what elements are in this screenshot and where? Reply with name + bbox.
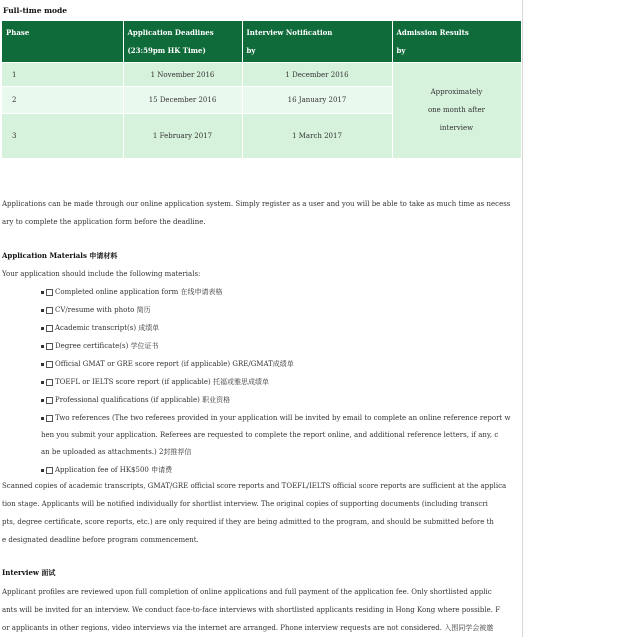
list-item: Completed online application form 在线申请表格 [41, 283, 521, 301]
list-item-fee: Application fee of HK$500 申请费 [41, 461, 521, 479]
notification-cell: 1 December 2016 [242, 63, 392, 87]
scanned-line: Scanned copies of academic transcripts, GMAT/GRE official score reports and TOEFL/IELTS official score reports are sufficient at the applica [2, 482, 507, 490]
list-item: CV/resume with photo 简历 [41, 301, 521, 319]
phase-cell: 3 [2, 114, 123, 158]
list-item: Official GMAT or GRE score report (if applicable) GRE/GMAT成绩单 [41, 355, 521, 373]
admission-line: Approximately [430, 88, 483, 97]
interview-paragraph [2, 583, 520, 637]
bullet-icon [41, 381, 44, 384]
deadline-cell: 15 December 2016 [123, 87, 242, 114]
schedule-table [2, 21, 522, 158]
checkbox-icon [46, 325, 53, 332]
checkbox-icon [46, 343, 53, 350]
phase-cell: 1 [2, 63, 123, 87]
checkbox-icon [46, 379, 53, 386]
interview-heading: Interview 面试 [2, 568, 56, 577]
admission-line: one month after [427, 106, 486, 115]
header-phase: Phase [2, 21, 123, 63]
references-continuation: hen you submit your application. Referees are requested to complete the report online, and additional reference letters, if any, c [41, 431, 499, 439]
deadline-cell: 1 November 2016 [123, 63, 242, 87]
interview-line: Applicant profiles are reviewed upon full completion of online applications and full payment of the application fee. Only shortlisted applic [2, 588, 492, 596]
table-row [2, 63, 521, 87]
scanned-line: e designated deadline before program commencement. [2, 536, 199, 544]
interview-line: or applicants in other regions, video interviews via the internet are arranged. Phone interview requests are not considered. 入围同学会被邀 [2, 624, 494, 632]
list-item: Academic transcript(s) 成绩单 [41, 319, 521, 337]
bullet-icon [41, 399, 44, 402]
intro-line: Applications can be made through our online application system. Simply register as a user and you will be able to take as much time as necess [2, 200, 511, 208]
materials-heading: Application Materials 申请材料 [2, 251, 118, 260]
list-item: Professional qualifications (if applicable) 职业资格 [41, 391, 521, 409]
deadline-cell: 1 February 2017 [123, 114, 242, 158]
notification-cell: 16 January 2017 [242, 87, 392, 114]
phase-cell: 2 [2, 87, 123, 114]
bullet-icon [41, 469, 44, 472]
bullet-icon [41, 291, 44, 294]
intro-line: ary to complete the application form before the deadline. [2, 218, 206, 226]
mode-title: Full-time mode [3, 6, 68, 15]
bullet-icon [41, 363, 44, 366]
bullet-icon [41, 327, 44, 330]
checkbox-icon [46, 361, 53, 368]
admission-results-cell [392, 63, 521, 158]
header-deadline: Application Deadlines (23:59pm HK Time) [123, 21, 242, 63]
schedule-header-row [2, 21, 521, 63]
list-item-references: Two references (The two referees provided in your application will be invited by email to complete an online reference report w [41, 409, 521, 427]
list-item: TOEFL or IELTS score report (if applicable) 托福或雅思成绩单 [41, 373, 521, 391]
bullet-icon [41, 309, 44, 312]
checkbox-icon [46, 467, 53, 474]
admission-line: interview [439, 124, 474, 133]
checkbox-icon [46, 307, 53, 314]
materials-lead: Your application should include the following materials: [2, 270, 201, 278]
header-admission-results: Admission Results by [392, 21, 521, 63]
checkbox-icon [46, 415, 53, 422]
bullet-icon [41, 417, 44, 420]
interview-line: ants will be invited for an interview. We conduct face-to-face interviews with shortlisted applicants residing in Hong Kong where possible. F [2, 606, 501, 614]
bullet-icon [41, 345, 44, 348]
scanned-line: tion stage. Applicants will be notified individually for shortlist interview. The original copies of supporting documents (including transcri [2, 500, 488, 508]
list-item: Degree certificate(s) 学位证书 [41, 337, 521, 355]
checkbox-icon [46, 289, 53, 296]
notification-cell: 1 March 2017 [242, 114, 392, 158]
header-interview-notification: Interview Notification by [242, 21, 392, 63]
intro-paragraph [2, 195, 520, 231]
materials-list [41, 283, 521, 479]
references-continuation: an be uploaded as attachments.) 2封推荐信 [41, 448, 192, 456]
checkbox-icon [46, 397, 53, 404]
scanned-line: pts, degree certificate, score reports, etc.) are only required if they are being admitted to the program, and should be submitted before th [2, 518, 494, 526]
scanned-paragraph [2, 477, 520, 549]
